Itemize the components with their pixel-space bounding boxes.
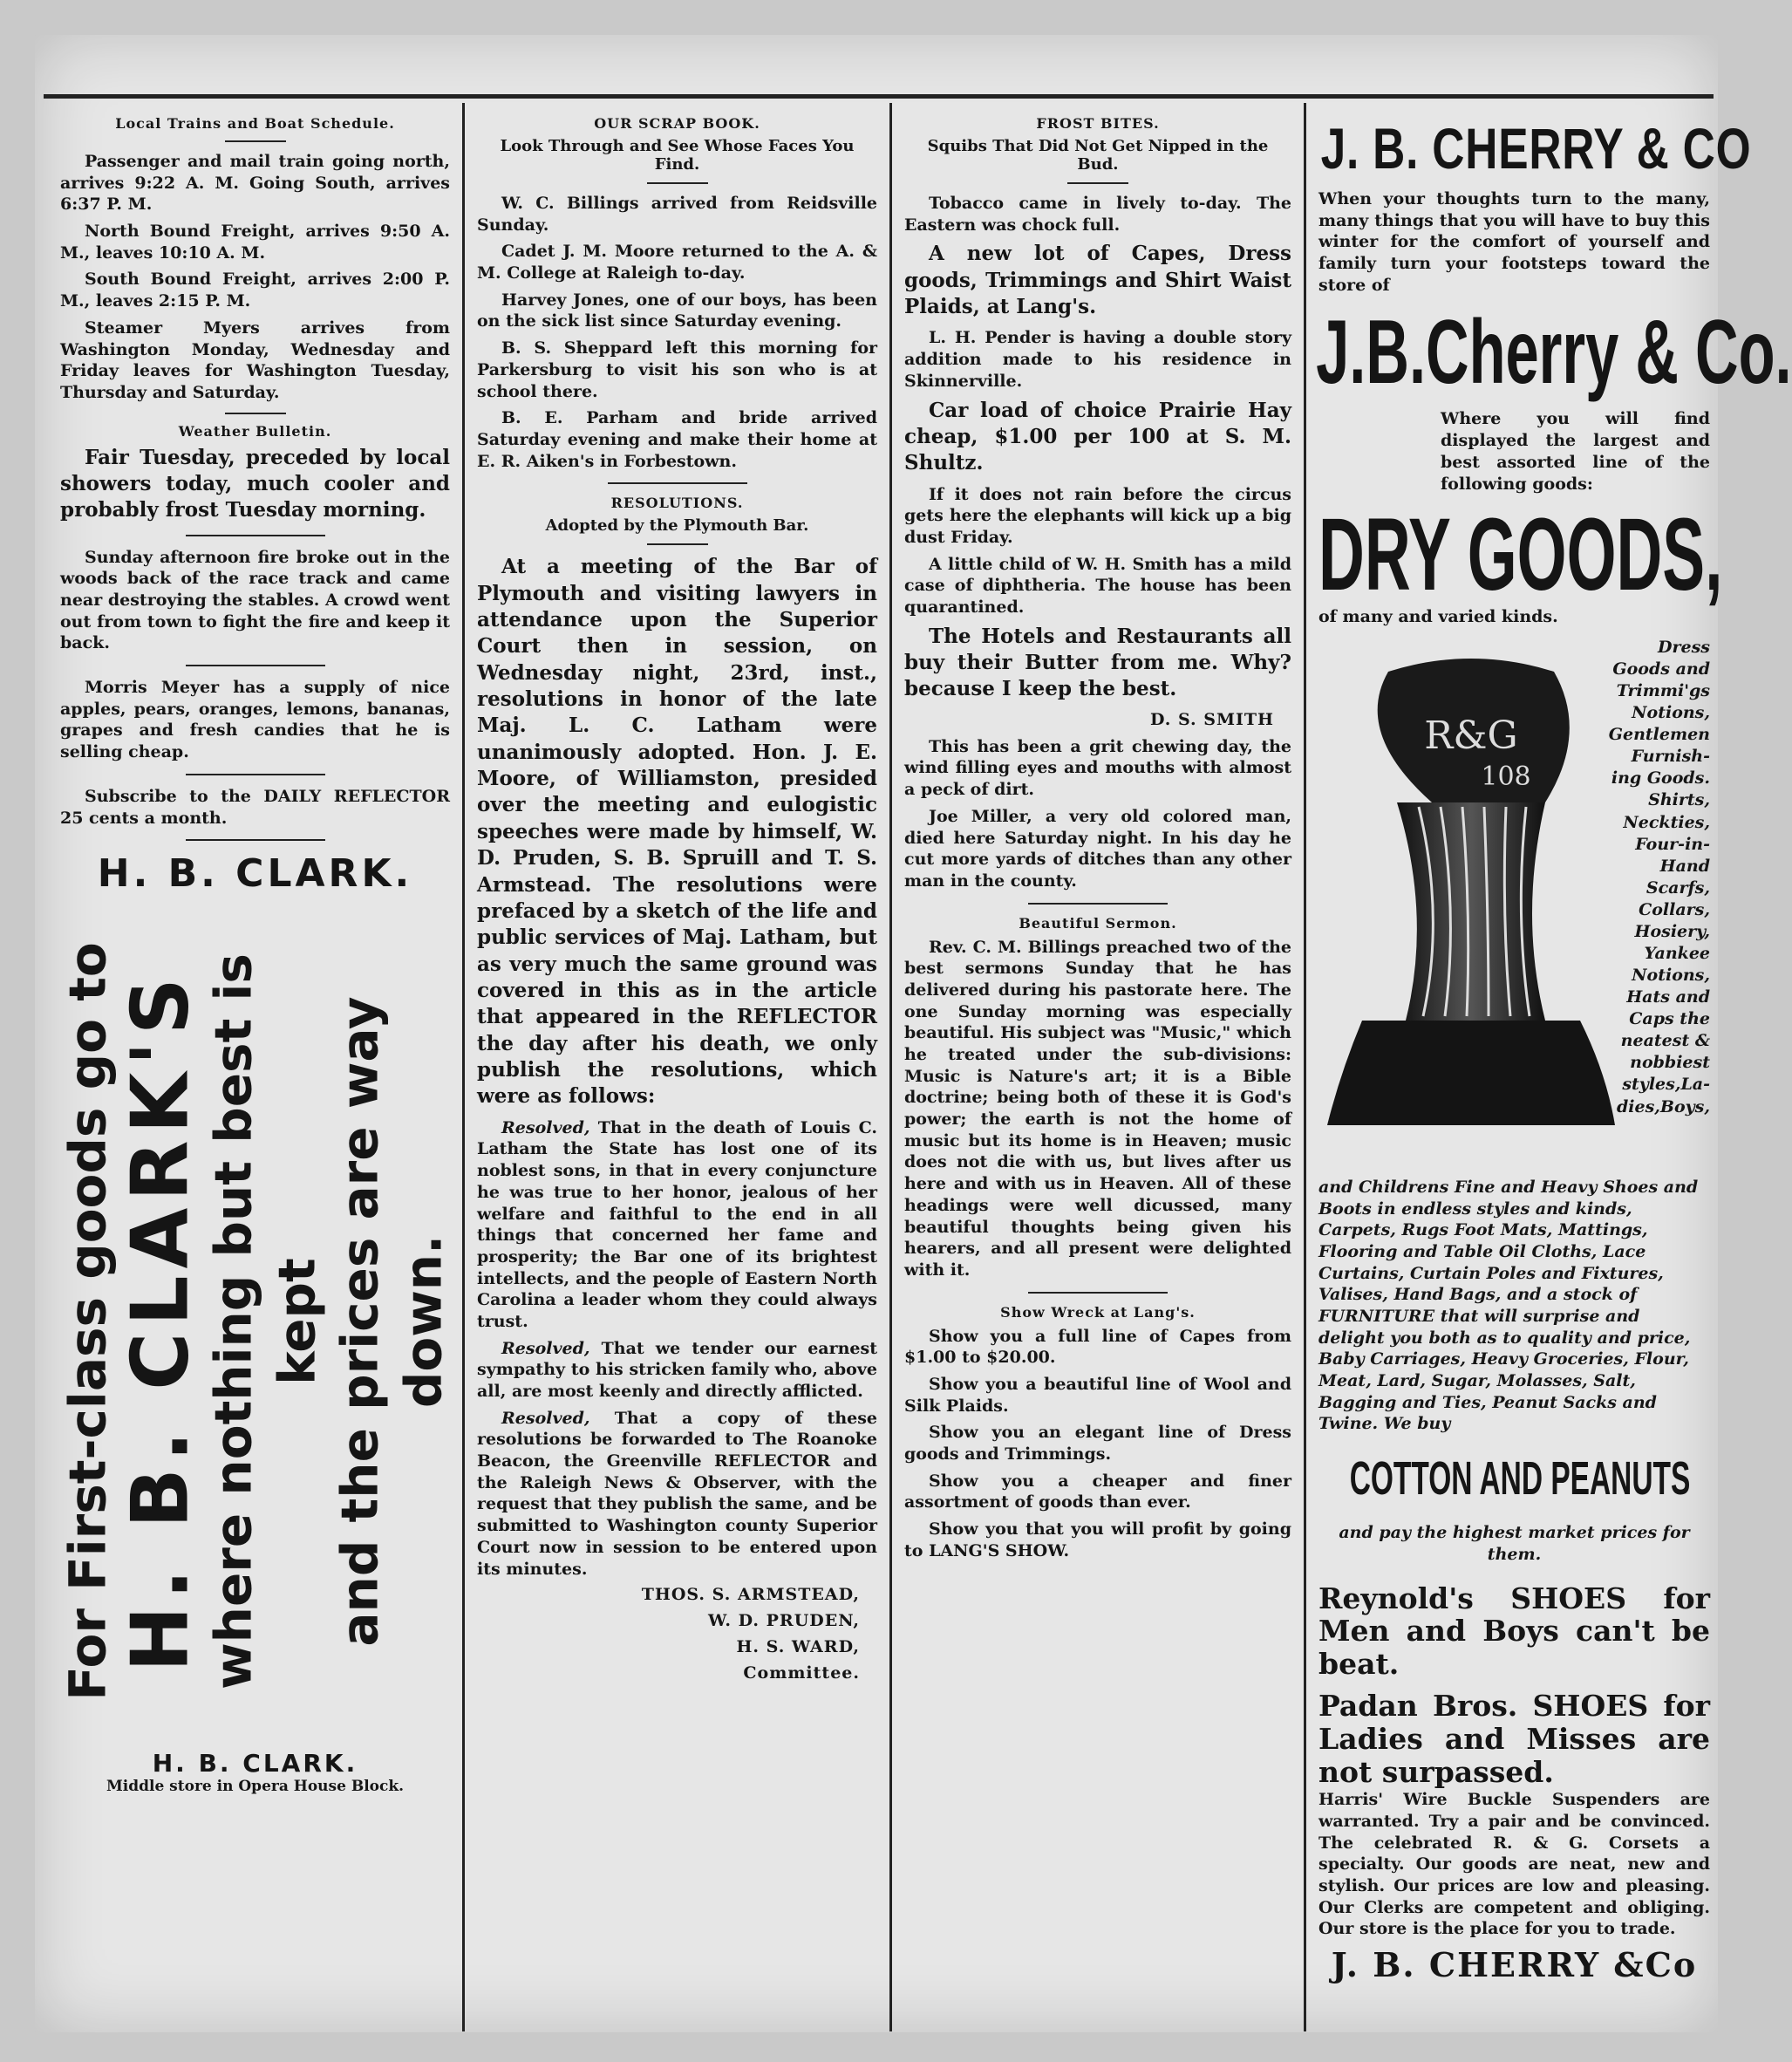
signer: Committee. bbox=[743, 1663, 860, 1683]
cherry-ad-name: J.B.Cherry & Co. bbox=[1316, 302, 1792, 404]
goods-list-item: Trimmi'gs bbox=[1616, 681, 1710, 701]
divider bbox=[186, 665, 325, 666]
goods-list-item: Hand bbox=[1659, 856, 1710, 876]
butter-signature: D. S. SMITH bbox=[1149, 709, 1274, 729]
resolution-1 bbox=[477, 1117, 877, 1333]
divider bbox=[225, 413, 286, 414]
goods-list-item: Furnish- bbox=[1631, 747, 1710, 767]
butter-ad: The Hotels and Restaurants all buy their Butter from me. Why? because I keep the best. bbox=[904, 624, 1291, 701]
corset-label: R&G bbox=[1424, 713, 1518, 758]
scrapbook-heading: OUR SCRAP BOOK. bbox=[594, 115, 760, 132]
goods-list-item: Collars, bbox=[1639, 899, 1710, 919]
clark-ad-title: H. B. CLARK. bbox=[97, 851, 413, 897]
scrapbook-item: B. E. Parham and bride arrived Saturday evening and make their home at E. R. Aiken's in Forbestown. bbox=[477, 408, 877, 471]
trains-heading: Local Trains and Boat Schedule. bbox=[115, 115, 395, 132]
news-item: Joe Miller, a very old colored man, died here Saturday night. In his day he cut more yards of ditches than any other man in the county. bbox=[904, 806, 1291, 891]
resolved-label: Resolved, bbox=[501, 1338, 590, 1358]
show-item: Show you that you will profit by going to LANG'S SHOW. bbox=[904, 1519, 1291, 1560]
clark-ad-rotated bbox=[58, 903, 453, 1740]
goods-list-item: neatest & bbox=[1620, 1031, 1710, 1051]
scrapbook-item: Cadet J. M. Moore returned to the A. & M. College at Raleigh to-day. bbox=[477, 242, 877, 283]
news-item: L. H. Pender is having a double story addition made to his residence in Skinnerville. bbox=[904, 328, 1291, 391]
goods-list-item: dies,Boys, bbox=[1617, 1096, 1710, 1116]
signer: W. D. PRUDEN, bbox=[707, 1611, 860, 1631]
scrapbook-subheading: Look Through and See Whose Faces You Find. bbox=[500, 137, 855, 174]
train-item: Steamer Myers arrives from Washington Monday, Wednesday and Friday leaves for Washington Tuesday, Thursday and Saturday. bbox=[60, 317, 450, 402]
subscribe-item: Subscribe to the DAILY REFLECTOR 25 cents a month. bbox=[60, 786, 450, 828]
news-item: Tobacco came in lively to-day. The Eastern was chock full. bbox=[904, 194, 1291, 235]
cherry-closing: Harris' Wire Buckle Suspenders are warranted. Try a pair and be convinced. The celebrated R. & G. Corsets a specialty. Our goods are neat, new and stylish. Our prices are low and pleasing. Our Clerks are competent and obliging. Our store is the place for you to trade. bbox=[1318, 1790, 1710, 1939]
cherry-goods-text: and Childrens Fine and Heavy Shoes and Boots in endless styles and kinds, Carpets, Rugs Foot Mats, Mattings, Flooring and Table Oil Cloths, Lace Curtains, Curtain Poles and Fixtures, Valises, Hand Bags, and a stock of FURNITURE that will surprise and delight you both as to quality and price, Baby Carriages, Heavy Groceries, Flour, Meat, Lard, Sugar, Molasses, Salt, Bagging and Ties, Peanut Sacks and Twine. We buy bbox=[1318, 1177, 1699, 1434]
train-item: Passenger and mail train going north, arrives 9:22 A. M. Going South, arrives 6:37 P. M. bbox=[60, 152, 450, 215]
padan-shoes: Padan Bros. SHOES for Ladies and Misses are not surpassed. bbox=[1318, 1689, 1710, 1790]
resolutions-subheading: Adopted by the Plymouth Bar. bbox=[545, 516, 809, 536]
cherry-where: Where you will find displayed the largest and best assorted line of the following goods: bbox=[1441, 409, 1710, 494]
train-item: North Bound Freight, arrives 9:50 A. M., leaves 10:10 A. M. bbox=[60, 222, 450, 263]
divider bbox=[186, 774, 325, 775]
column-scrap-book bbox=[462, 103, 889, 2031]
column-cherry-ad bbox=[1304, 103, 1792, 2031]
column-local-news bbox=[48, 103, 462, 2031]
goods-list-item: Dress bbox=[1658, 637, 1710, 657]
news-item: A little child of W. H. Smith has a mild case of diphtheria. The house has been quarantined. bbox=[904, 554, 1291, 618]
goods-list-item: Hats and bbox=[1626, 987, 1710, 1007]
goods-list-item: Goods and bbox=[1612, 659, 1710, 679]
goods-list bbox=[1571, 637, 1710, 1118]
show-item: Show you a full line of Capes from $1.00 to $20.00. bbox=[904, 1326, 1291, 1368]
fire-item: Sunday afternoon fire broke out in the woods back of the race track and came near destroying the stables. A crowd went out from town to fight the fire and keep it back. bbox=[60, 547, 450, 653]
resolution-text: That we tender our earnest sympathy to his stricken family who, above all, are most keenly and directly afflicted. bbox=[477, 1338, 877, 1402]
divider bbox=[225, 140, 286, 142]
goods-list-item: Neckties, bbox=[1623, 812, 1710, 832]
clark-line-3: where nothing but best is kept bbox=[203, 953, 326, 1690]
cherry-ad-footer: J. B. CHERRY &Co bbox=[1331, 1944, 1698, 1984]
divider bbox=[647, 182, 708, 184]
varied-kinds: of many and varied kinds. bbox=[1318, 607, 1558, 627]
show-heading: Show Wreck at Lang's. bbox=[1000, 1303, 1196, 1321]
divider bbox=[1028, 1292, 1168, 1294]
clark-ad-address: Middle store in Opera House Block. bbox=[106, 1778, 405, 1796]
weather-heading: Weather Bulletin. bbox=[178, 422, 332, 440]
sermon-heading: Beautiful Sermon. bbox=[1019, 914, 1177, 932]
show-item: Show you a cheaper and finer assortment of goods than ever. bbox=[904, 1471, 1291, 1512]
signer: THOS. S. ARMSTEAD, bbox=[641, 1585, 860, 1605]
resolutions-heading: RESOLUTIONS. bbox=[610, 495, 744, 512]
goods-list-item: Gentlemen bbox=[1608, 725, 1710, 745]
scrapbook-item: W. C. Billings arrived from Reidsville Sunday. bbox=[477, 194, 877, 235]
frostbites-heading: FROST BITES. bbox=[1036, 115, 1160, 132]
divider bbox=[647, 543, 708, 545]
resolution-text: That a copy of these resolutions be forwarded to The Roanoke Beacon, the Greenville REFLECTOR and the Raleigh News & Observer, with the request that they publish the same, and be submitted to Washington county Superior Court now in session to be entered upon its minutes. bbox=[477, 1408, 878, 1579]
show-item: Show you a beautiful line of Wool and Silk Plaids. bbox=[904, 1374, 1291, 1416]
clark-line-4: and the prices are way down. bbox=[330, 996, 453, 1647]
top-rule bbox=[44, 94, 1714, 99]
resolved-label: Resolved, bbox=[501, 1117, 590, 1137]
meyer-item: Morris Meyer has a supply of nice apples, pears, oranges, lemons, bananas, grapes and fresh candies that he is selling cheap. bbox=[60, 678, 450, 762]
goods-list-item: Four-in- bbox=[1635, 834, 1710, 854]
frostbites-subheading: Squibs That Did Not Get Nipped in the Bud. bbox=[927, 137, 1269, 174]
reynolds-shoes: Reynold's SHOES for Men and Boys can't be beat. bbox=[1318, 1581, 1710, 1682]
resolution-text: That in the death of Louis C. Latham the State has lost one of its noblest sons, in that in every conjuncture he was true to her honor, jealous of her welfare and faithful to the end in all things that concerned her fame and prosperity; the Bar one of its brightest intellects, and the people of Eastern North Carolina a leader whom they could always trust. bbox=[477, 1117, 877, 1331]
cherry-ad-heading: J. B. CHERRY & CO bbox=[1320, 116, 1752, 181]
cotton-peanuts-heading: COTTON AND PEANUTS bbox=[1349, 1452, 1691, 1506]
scrapbook-item: B. S. Sheppard left this morning for Parkersburg to visit his son who is at school there. bbox=[477, 338, 877, 401]
weather-text: Fair Tuesday, preceded by local showers today, much cooler and probably frost Tuesday morning. bbox=[60, 445, 450, 522]
goods-list-item: Hosiery, bbox=[1634, 921, 1710, 941]
clark-ad-signature: H. B. CLARK. bbox=[152, 1749, 358, 1779]
goods-list-item: Notions, bbox=[1632, 966, 1710, 986]
divider bbox=[186, 535, 325, 536]
clark-line-2: H. B. CLARK'S bbox=[113, 971, 206, 1672]
show-item: Show you an elegant line of Dress goods and Trimmings. bbox=[904, 1423, 1291, 1465]
cherry-intro: When your thoughts turn to the many, many things that you will have to buy this winter for the comfort of yourself and family turn your footsteps toward the store of bbox=[1318, 189, 1710, 295]
signer: H. S. WARD, bbox=[736, 1637, 860, 1657]
sermon-text: Rev. C. M. Billings preached two of the best sermons Sunday that he has delivered during his pastorate here. The one Sunday morning was especially beautiful. His subject was "Music," which he treated under the sub-divisions: Music is Nature's art; it is a Bible doctrine; being both of these it is God's power; the earth is not the home of music but its home is in Heaven; music does not die with us, but lives after us here and with us in Heaven. All of these headings were well dicussed, many beautiful thoughts being given his hearers, and all present were delighted with it. bbox=[904, 937, 1291, 1280]
market-prices: and pay the highest market prices for them. bbox=[1339, 1523, 1690, 1564]
divider bbox=[1028, 903, 1168, 905]
corset-section bbox=[1318, 637, 1710, 1160]
resolution-3 bbox=[477, 1408, 877, 1581]
dry-goods-heading: DRY GOODS, bbox=[1318, 497, 1723, 613]
divider bbox=[186, 839, 325, 841]
resolution-2 bbox=[477, 1338, 877, 1403]
divider bbox=[608, 482, 747, 484]
hay-ad: Car load of choice Prairie Hay cheap, $1.00 per 100 at S. M. Shultz. bbox=[904, 398, 1291, 475]
news-item: This has been a grit chewing day, the wind filling eyes and mouths with almost a peck of dirt. bbox=[904, 736, 1291, 800]
corset-number: 108 bbox=[1481, 761, 1531, 792]
goods-list-item: Shirts, bbox=[1648, 790, 1710, 810]
news-item: If it does not rain before the circus gets here the elephants will kick up a big dust Friday. bbox=[904, 484, 1291, 547]
scrapbook-item: Harvey Jones, one of our boys, has been on the sick list since Saturday evening. bbox=[477, 290, 877, 331]
goods-list-item: Yankee bbox=[1644, 943, 1710, 963]
goods-list-item: nobbiest bbox=[1630, 1053, 1710, 1073]
train-item: South Bound Freight, arrives 2:00 P. M., leaves 2:15 P. M. bbox=[60, 270, 450, 311]
column-frost-bites bbox=[889, 103, 1304, 2031]
goods-list-item: Notions, bbox=[1632, 703, 1710, 723]
goods-list-item: ing Goods. bbox=[1611, 768, 1710, 789]
capes-ad: A new lot of Capes, Dress goods, Trimmings and Shirt Waist Plaids, at Lang's. bbox=[904, 242, 1291, 319]
resolutions-intro: At a meeting of the Bar of Plymouth and visiting lawyers in attendance upon the Superior Court then in session, on Wednesday night, 23rd, inst., resolutions in honor of the late Maj. L. C. Latham were unanimously adopted. Hon. J. E. Moore, of Williamston, presided over the meeting and eulogistic speeches were made by himself, W. D. Pruden, S. B. Spruill and T. S. Armstead. The resolutions were prefaced by a sketch of the life and public services of Maj. Latham, but as very much the same ground was covered in this as in the article that appeared in the REFLECTOR the day after his death, we only publish the resolutions, which were as follows: bbox=[477, 555, 877, 1109]
divider bbox=[1067, 182, 1128, 184]
clark-line-1: For First-class goods go to bbox=[58, 942, 117, 1701]
resolved-label: Resolved, bbox=[501, 1408, 590, 1428]
goods-list-item: Scarfs, bbox=[1646, 877, 1710, 898]
goods-list-item: Caps the bbox=[1629, 1009, 1710, 1029]
goods-list-item: styles,La- bbox=[1622, 1075, 1710, 1095]
